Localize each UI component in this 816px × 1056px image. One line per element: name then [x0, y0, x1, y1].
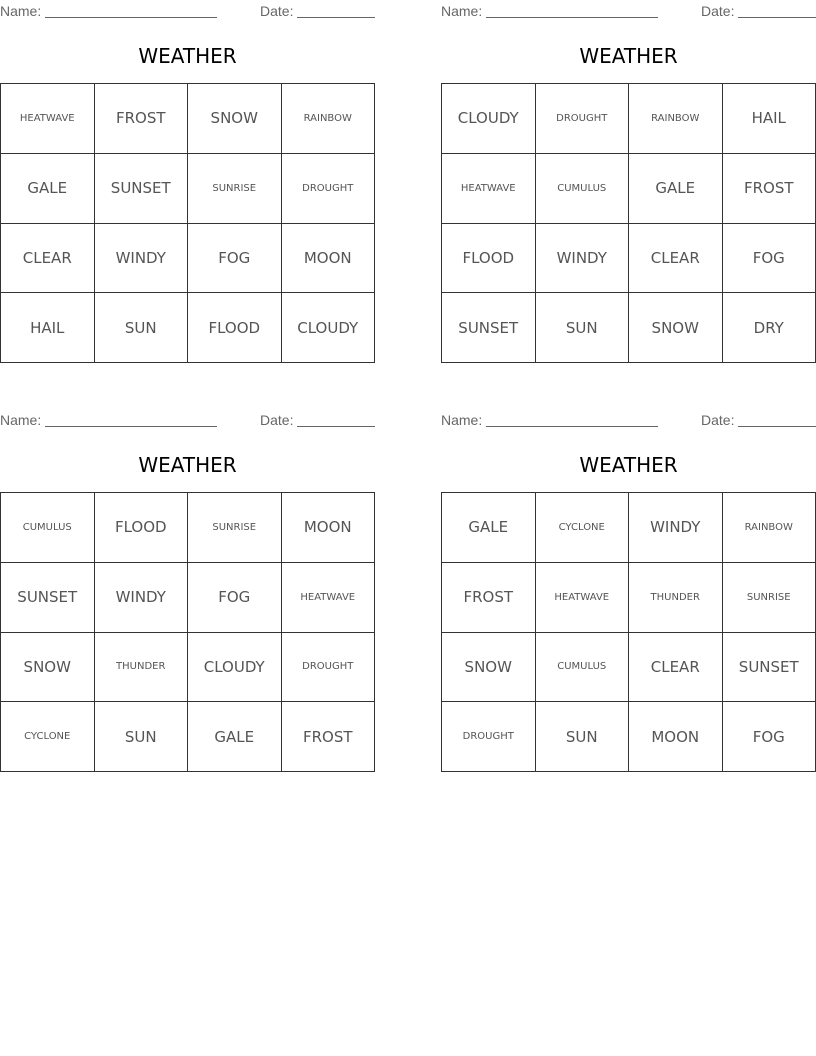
- bingo-cell: WINDY: [629, 493, 723, 563]
- bingo-cell: DROUGHT: [442, 702, 536, 772]
- name-label: Name:: [0, 3, 42, 19]
- name-label: Name:: [441, 3, 483, 19]
- bingo-cell: CLOUDY: [282, 293, 376, 363]
- bingo-grid: [0, 492, 375, 772]
- bingo-cell: FROST: [442, 563, 536, 633]
- bingo-cell: THUNDER: [95, 633, 189, 703]
- bingo-cell: RAINBOW: [629, 84, 723, 154]
- bingo-cell: RAINBOW: [282, 84, 376, 154]
- bingo-cell: GALE: [188, 702, 282, 772]
- bingo-cell: SUNSET: [95, 154, 189, 224]
- bingo-card-3: [0, 409, 375, 774]
- bingo-cell: CLEAR: [1, 224, 95, 294]
- bingo-cell: SNOW: [188, 84, 282, 154]
- bingo-cell: MOON: [282, 493, 376, 563]
- card-title: WEATHER: [579, 453, 678, 477]
- card-title: WEATHER: [579, 44, 678, 68]
- bingo-cell: MOON: [629, 702, 723, 772]
- date-blank-line: [297, 17, 375, 18]
- date-label: Date:: [260, 412, 294, 428]
- bingo-cell: HEATWAVE: [282, 563, 376, 633]
- bingo-cell: THUNDER: [629, 563, 723, 633]
- card-title: WEATHER: [138, 453, 237, 477]
- bingo-cell: GALE: [629, 154, 723, 224]
- bingo-cell: HAIL: [1, 293, 95, 363]
- bingo-cell: DROUGHT: [536, 84, 630, 154]
- bingo-cell: GALE: [442, 493, 536, 563]
- bingo-cell: SUNSET: [442, 293, 536, 363]
- bingo-cell: FROST: [95, 84, 189, 154]
- bingo-cell: FOG: [723, 702, 816, 772]
- bingo-cell: SUNSET: [1, 563, 95, 633]
- bingo-cell: FROST: [282, 702, 376, 772]
- bingo-cell: SUN: [95, 702, 189, 772]
- name-label: Name:: [441, 412, 483, 428]
- bingo-cell: CLEAR: [629, 633, 723, 703]
- bingo-cell: SUNSET: [723, 633, 816, 703]
- bingo-cell: DRY: [723, 293, 816, 363]
- bingo-card-2: [441, 0, 816, 365]
- card-header: [441, 2, 816, 20]
- bingo-cell: DROUGHT: [282, 154, 376, 224]
- bingo-cell: FOG: [188, 563, 282, 633]
- date-label: Date:: [701, 412, 735, 428]
- bingo-cell: SUNRISE: [188, 493, 282, 563]
- bingo-cell: WINDY: [536, 224, 630, 294]
- bingo-cell: FOG: [723, 224, 816, 294]
- bingo-cell: SNOW: [1, 633, 95, 703]
- bingo-cell: FLOOD: [188, 293, 282, 363]
- bingo-cell: WINDY: [95, 563, 189, 633]
- card-title: WEATHER: [138, 44, 237, 68]
- name-label: Name:: [0, 412, 42, 428]
- bingo-grid: [441, 83, 816, 363]
- bingo-cell: GALE: [1, 154, 95, 224]
- bingo-cell: SUN: [95, 293, 189, 363]
- bingo-cell: CLEAR: [629, 224, 723, 294]
- bingo-cell: FOG: [188, 224, 282, 294]
- bingo-card-1: [0, 0, 375, 365]
- card-header: [441, 411, 816, 429]
- bingo-cell: SNOW: [629, 293, 723, 363]
- bingo-cell: HEATWAVE: [442, 154, 536, 224]
- name-blank-line: [45, 17, 217, 18]
- date-blank-line: [738, 426, 816, 427]
- date-label: Date:: [701, 3, 735, 19]
- bingo-grid: [441, 492, 816, 772]
- bingo-grid: [0, 83, 375, 363]
- date-label: Date:: [260, 3, 294, 19]
- bingo-cell: DROUGHT: [282, 633, 376, 703]
- bingo-cell: SUNRISE: [188, 154, 282, 224]
- bingo-cell: HAIL: [723, 84, 816, 154]
- bingo-cell: HEATWAVE: [1, 84, 95, 154]
- card-header: [0, 2, 375, 20]
- name-blank-line: [45, 426, 217, 427]
- date-blank-line: [297, 426, 375, 427]
- bingo-cell: SUNRISE: [723, 563, 816, 633]
- name-blank-line: [486, 426, 658, 427]
- bingo-cell: CYCLONE: [536, 493, 630, 563]
- bingo-cell: FLOOD: [442, 224, 536, 294]
- bingo-cell: HEATWAVE: [536, 563, 630, 633]
- bingo-cell: FLOOD: [95, 493, 189, 563]
- bingo-cell: SNOW: [442, 633, 536, 703]
- bingo-cell: WINDY: [95, 224, 189, 294]
- card-header: [0, 411, 375, 429]
- bingo-cell: CUMULUS: [1, 493, 95, 563]
- bingo-cell: RAINBOW: [723, 493, 816, 563]
- name-blank-line: [486, 17, 658, 18]
- bingo-cell: CLOUDY: [442, 84, 536, 154]
- bingo-cell: MOON: [282, 224, 376, 294]
- bingo-cell: CUMULUS: [536, 633, 630, 703]
- date-blank-line: [738, 17, 816, 18]
- bingo-cell: FROST: [723, 154, 816, 224]
- bingo-cell: CUMULUS: [536, 154, 630, 224]
- bingo-cell: CLOUDY: [188, 633, 282, 703]
- bingo-cell: CYCLONE: [1, 702, 95, 772]
- bingo-cell: SUN: [536, 293, 630, 363]
- bingo-card-4: [441, 409, 816, 774]
- bingo-cell: SUN: [536, 702, 630, 772]
